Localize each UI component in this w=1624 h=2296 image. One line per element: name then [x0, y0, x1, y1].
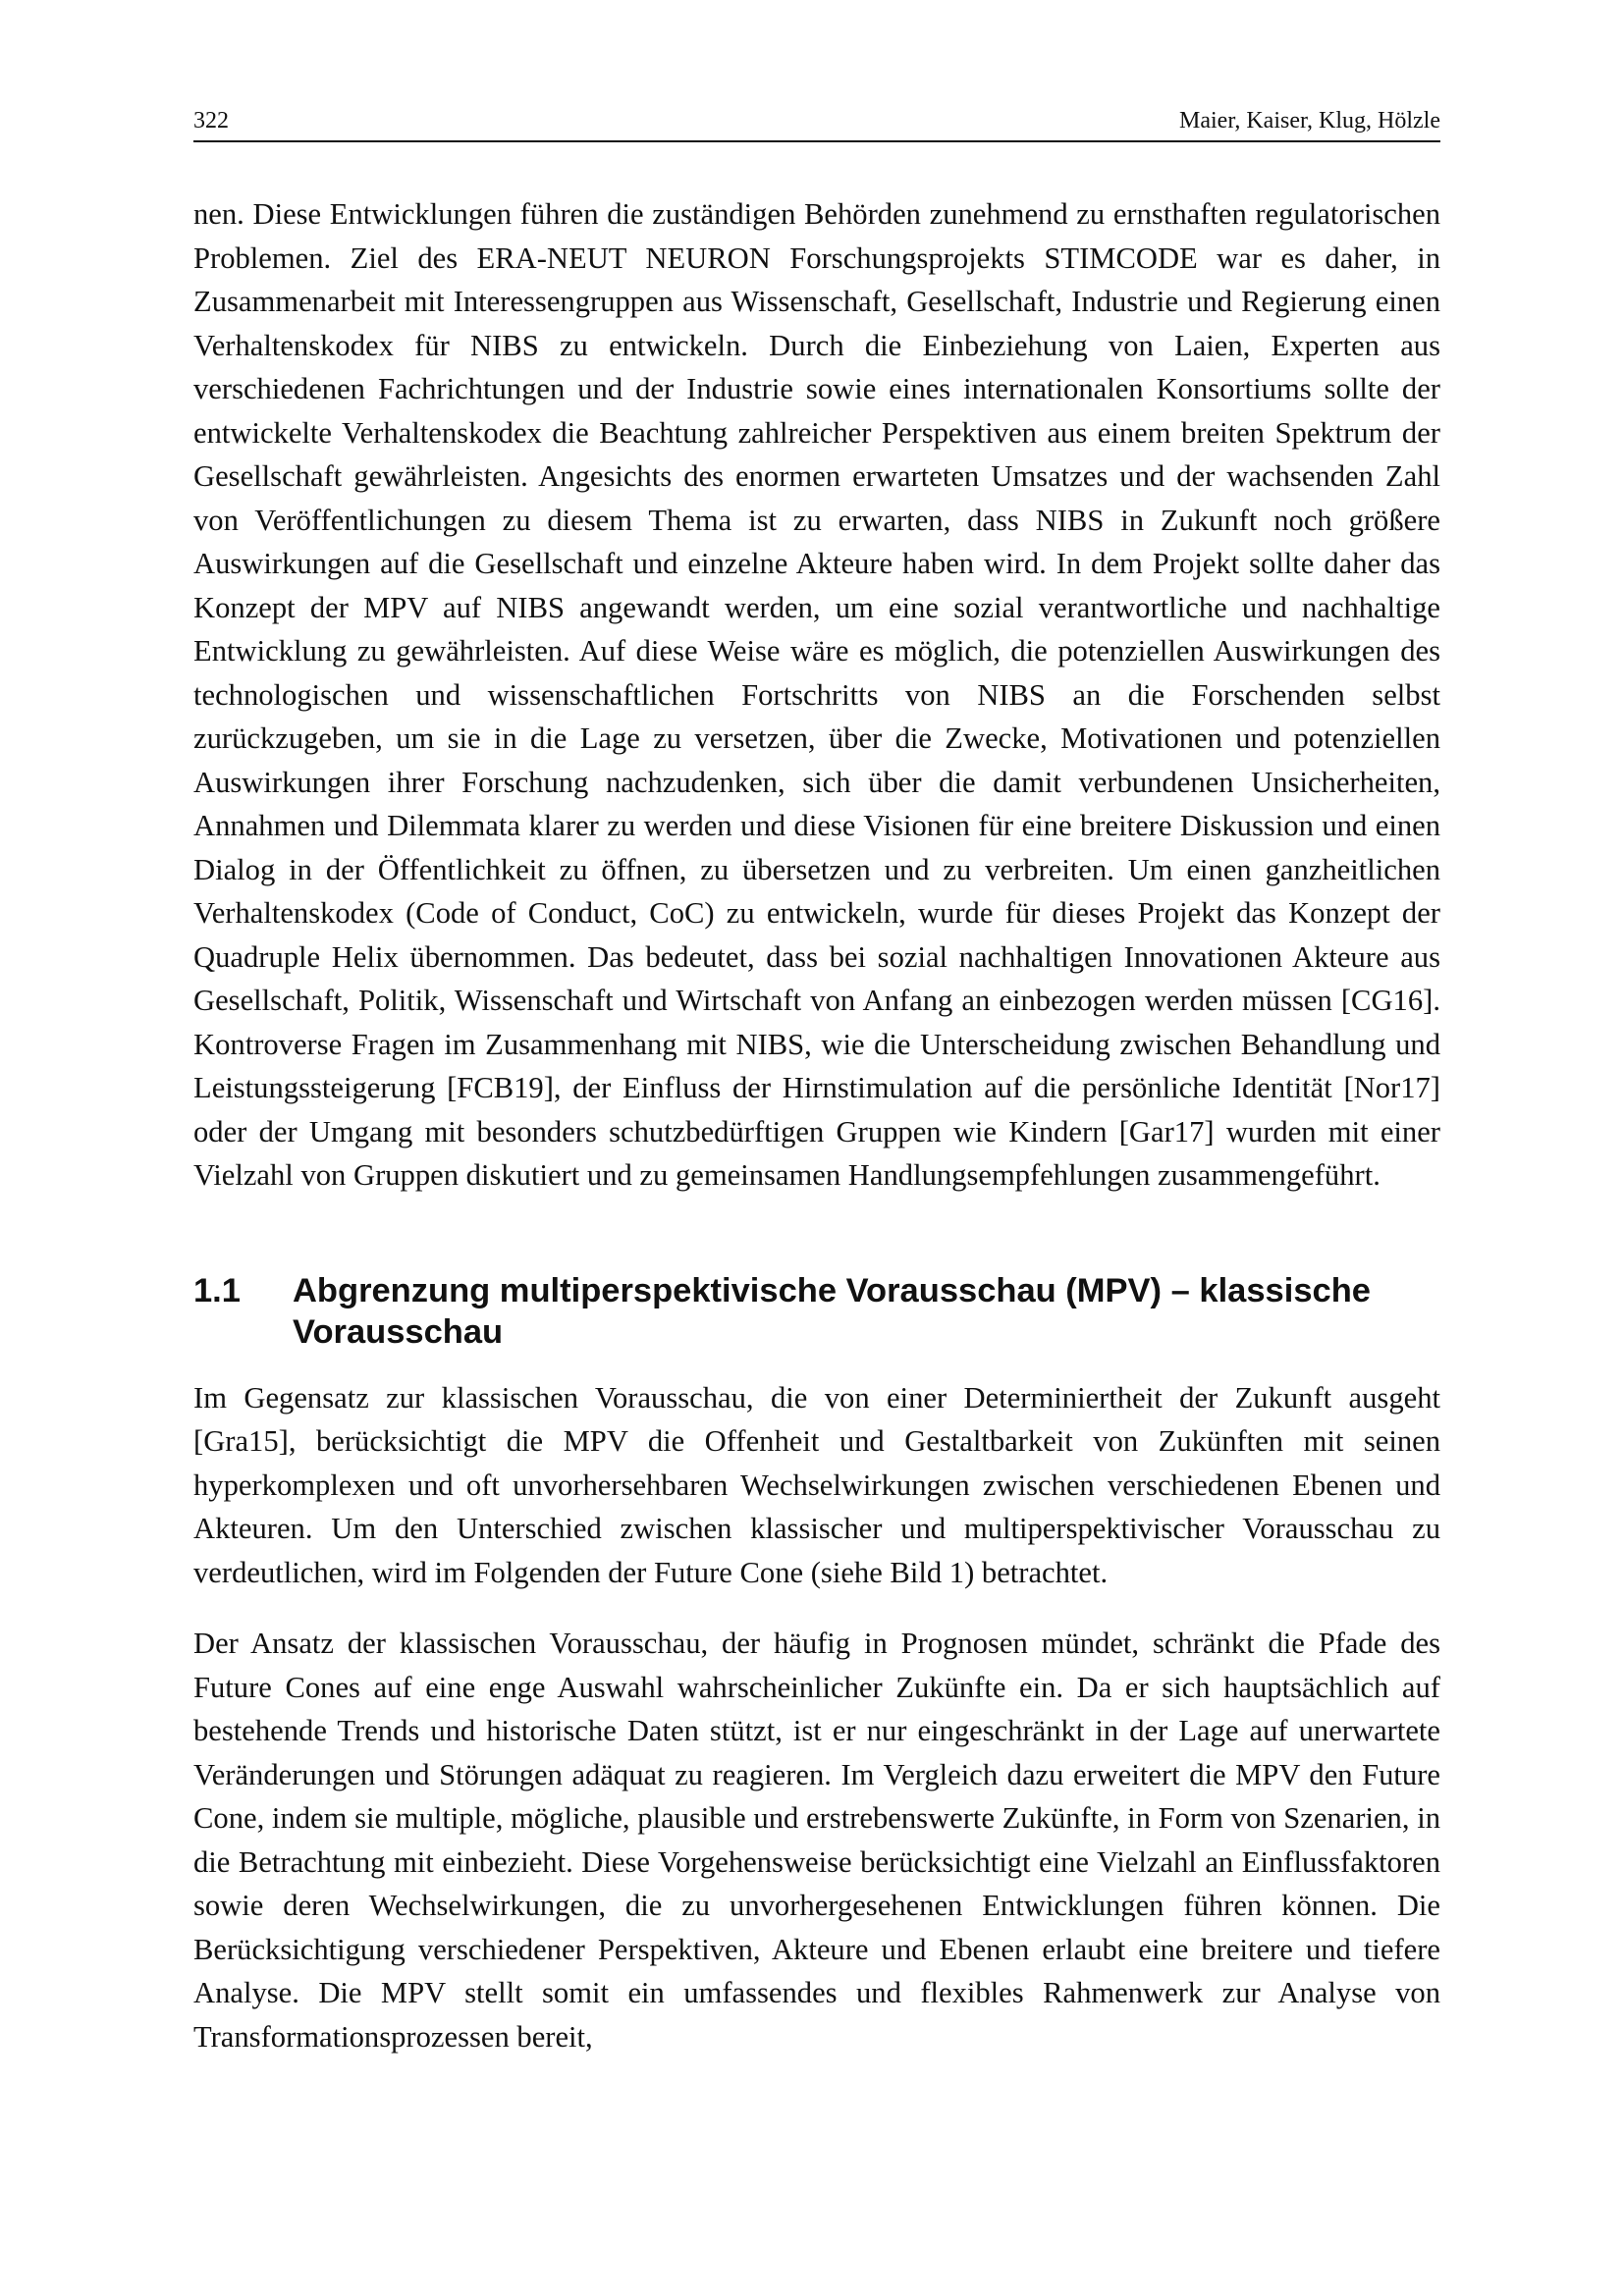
running-header: [193, 106, 1440, 142]
paragraph-2: Im Gegensatz zur klassischen Vorausschau, die von einer Determiniertheit der Zukunft ausgeht [Gra15], berücksichtigt die MPV die Offenheit und Gestaltbarkeit von Zukünften mit seinen hyperkomplexen und oft unvorhersehbaren Wechselwirkungen zwischen verschiedenen Ebenen und Akteuren. Um den Unterschied zwischen klassischer und multiperspektivischer Vorausschau zu verdeutlichen, wird im Folgenden der Future Cone (siehe Bild 1) betrachtet.: [193, 1380, 1440, 1589]
section-heading: [193, 1270, 1440, 1353]
running-header-authors: Maier, Kaiser, Klug, Hölzle: [1179, 108, 1440, 133]
page-number: 322: [193, 108, 229, 133]
paragraph-1: nen. Diese Entwicklungen führen die zuständigen Behörden zunehmend zu ernsthaften regulatorischen Problemen. Ziel des ERA-NEUT NEURON Forschungsprojekts STIMCODE war es daher, in Zusammenarbeit mit Interessengruppen aus Wissenschaft, Gesellschaft, Industrie und Regierung einen Verhaltenskodex für NIBS zu entwickeln. Durch die Einbeziehung von Laien, Experten aus verschiedenen Fachrichtungen und der Industrie sowie eines internationalen Konsortiums sollte der entwickelte Verhaltenskodex die Beachtung zahlreicher Perspektiven aus einem breiten Spektrum der Gesellschaft gewährleisten. Angesichts des enormen erwarteten Umsatzes und der wachsenden Zahl von Veröffentlichungen zu diesem Thema ist zu erwarten, dass NIBS in Zukunft noch größere Auswirkungen auf die Gesellschaft und einzelne Akteure haben wird. In dem Projekt sollte daher das Konzept der MPV auf NIBS angewandt werden, um eine sozial verantwortliche und nachhaltige Entwicklung zu gewährleisten. Auf diese Weise wäre es möglich, die potenziellen Auswirkungen des technologischen und wissenschaftlichen Fortschritts von NIBS an die Forschenden selbst zurückzugeben, um sie in die Lage zu versetzen, über die Zwecke, Motivationen und potenziellen Auswirkungen ihrer Forschung nachzudenken, sich über die damit verbundenen Unsicherheiten, Annahmen und Dilemmata klarer zu werden und diese Visionen für eine breitere Diskussion und einen Dialog in der Öffentlichkeit zu öffnen, zu übersetzen und zu verbreiten. Um einen ganzheitlichen Verhaltenskodex (Code of Conduct, CoC) zu entwickeln, wurde für dieses Projekt das Konzept der Quadruple Helix übernommen. Das bedeutet, dass bei sozial nachhaltigen Innovationen Akteure aus Gesellschaft, Politik, Wissenschaft und Wirtschaft von Anfang an einbezogen werden müssen [CG16]. Kontroverse Fragen im Zusammenhang mit NIBS, wie die Unterscheidung zwischen Behandlung und Leistungssteigerung [FCB19], der Einfluss der Hirnstimulation auf die persönliche Identität [Nor17] oder der Umgang mit besonders schutzbedürftigen Gruppen wie Kindern [Gar17] wurden mit einer Vielzahl von Gruppen diskutiert und zu gemeinsamen Handlungsempfehlungen zusammengeführt.: [193, 197, 1440, 1192]
section-number: 1.1: [193, 1271, 241, 1309]
page: [193, 106, 1440, 2058]
section-title: Abgrenzung multiperspektivische Vorausschau (MPV) – klassische Vorausschau: [293, 1271, 1371, 1351]
paragraph-3: Der Ansatz der klassischen Vorausschau, der häufig in Prognosen mündet, schränkt die Pfade des Future Cones auf eine enge Auswahl wahrscheinlicher Zukünfte ein. Da er sich hauptsächlich auf bestehende Trends und historische Daten stützt, ist er nur eingeschränkt in der Lage auf unerwartete Veränderungen und Störungen adäquat zu reagieren. Im Vergleich dazu erweitert die MPV den Future Cone, indem sie multiple, mögliche, plausible und erstrebenswerte Zukünfte, in Form von Szenarien, in die Betrachtung mit einbezieht. Diese Vorgehensweise berücksichtigt eine Vielzahl an Einflussfaktoren sowie deren Wechselwirkungen, die zu unvorhergesehenen Entwicklungen führen können. Die Berücksichtigung verschiedener Perspektiven, Akteure und Ebenen erlaubt eine breitere und tiefere Analyse. Die MPV stellt somit ein umfassendes und flexibles Rahmenwerk zur Analyse von Transformationsprozessen bereit,: [193, 1627, 1440, 2054]
